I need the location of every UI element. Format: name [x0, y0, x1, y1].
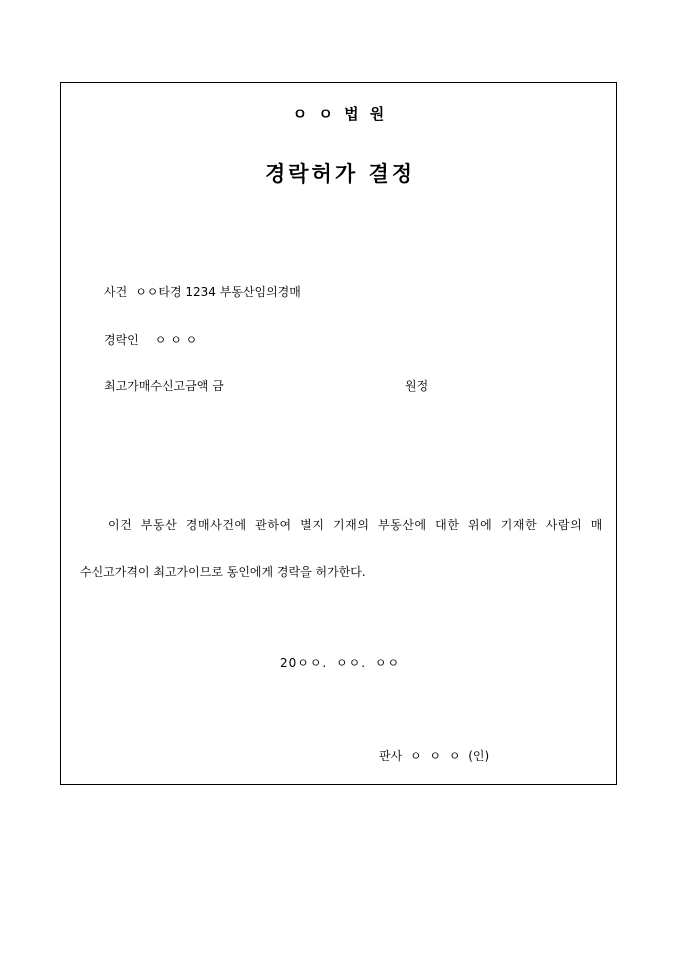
case-label: 사건 [104, 285, 128, 299]
judge-signature-line [379, 747, 489, 764]
document-title: 경락허가 결정 [264, 161, 416, 186]
highest-bid-unit: 원정 [405, 379, 429, 393]
court-name: ㅇ ㅇ 법 원 [292, 105, 388, 123]
judge-seal: (인) [468, 749, 490, 763]
judge-name: ㅇ ㅇ ㅇ [410, 749, 461, 763]
buyer-label: 경락인 [104, 333, 139, 347]
decision-text-line-2: 수신고가격이 최고가이므로 동인에게 경락을 허가한다. [80, 565, 366, 579]
case-field [104, 283, 301, 300]
highest-bid-label: 최고가매수신고금액 금 [104, 379, 224, 393]
buyer-field [104, 331, 197, 348]
decision-text-line-1: 이건 부동산 경매사건에 관하여 별지 기재의 부동산에 대한 위에 기재한 사람의 매 [108, 518, 603, 532]
case-value: ㅇㅇ타경 1234 부동산임의경매 [135, 285, 301, 299]
buyer-name: ㅇ ㅇ ㅇ [154, 333, 198, 347]
judge-label: 판사 [379, 749, 403, 763]
decision-date: 20ㅇㅇ. ㅇㅇ. ㅇㅇ [279, 656, 401, 670]
